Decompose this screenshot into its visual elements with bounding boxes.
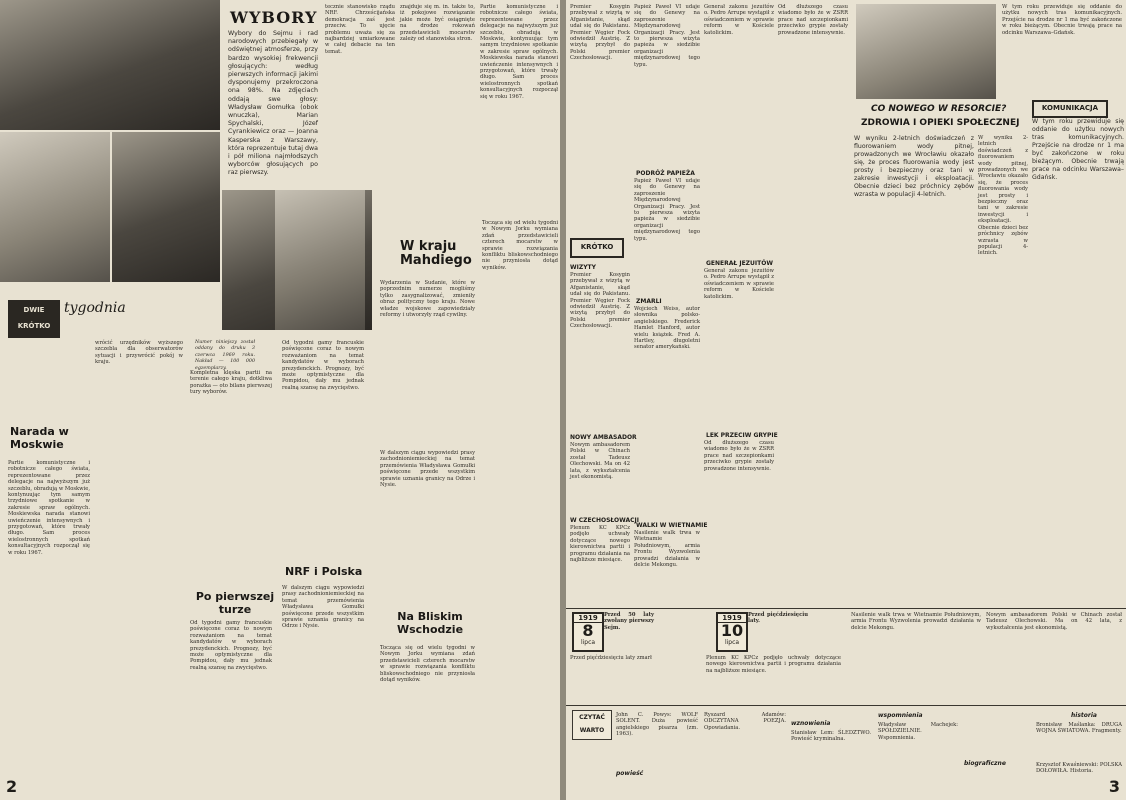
calendar-2 [716, 612, 748, 652]
po-pierwszej-title: Po pierwszej turze [195, 590, 275, 616]
nrf-polska-text: W dalszym ciągu wypowiedzi prasy zachodnioniemieckiej na temat przemówienia Władysława Gomułki poświęcone przede wszystkim sprawie uznania granicy na Odrze i Nysie. [282, 585, 364, 630]
wizyty-title: WIZYTY [570, 264, 596, 271]
calendar-1-day: 8 [582, 621, 594, 640]
czechoslowacja-text: Plenum KC KPCz podjęło uchwały dotyczące nowego kierownictwa partii i programu działania na najbliższe miesiące. [570, 525, 630, 564]
przed-laty-text: Przed pięćdziesięciu laty zmarł [570, 655, 652, 661]
calendar-2-year: 1919 [718, 614, 746, 623]
right-column-4: Od dłuższego czasu wiadomo było że w ZSRR prace nad szczepionkami przeciwko grypie zostały prowadzone intensywnie. [778, 4, 848, 36]
book-3: Stanisław Lem: ŚLEDZTWO. Powieść kryminalna. [791, 730, 871, 743]
czytac-warto-box: CZYTAĆ WARTO [572, 710, 612, 740]
section-divider [566, 608, 1126, 609]
narada-title: Narada w Moskwie [10, 425, 69, 451]
bottom-text-1: Plenum KC KPCz podjęło uchwały dotyczące nowego kierownictwa partii i programu działania na najbliższe miesiące. [706, 655, 841, 674]
calendar-1-note: Przed 50 laty zwołany pierwszy Sejm. [604, 612, 654, 631]
krotko-box: KRÓTKO [570, 238, 624, 258]
narada-text: Partie komunistyczne i robotnicze całego świata, reprezentowane przez delegacje na najwyższym już szczeblu, obradują w Moskwie, kontynuując tym samym trzydniowe spotkanie w zakresie spraw ogólnych. Moskiewska narada stanowi uwieńczenie intensywnych i przygotowań, które trwały długo. Sam proces wielostronnych spotkań konsultacyjnych rozpoczął się w roku 1967. [8, 460, 90, 556]
czechoslowacja-title: W CZECHOSŁOWACJI [570, 517, 640, 524]
podroz-papieza-text: Papież Paweł VI udaje się do Genewy na zaproszenie Międzynarodowej Organizacji Pracy. Jest to pierwsza wizyta papieża w siedzibie organizacji międzynarodowej tego typu. [634, 178, 700, 242]
walki-text: Nasilenie walk trwa w Wietnamie Południowym, armia Frontu Wyzwolenia prowadzi działania w delcie Mekongu. [634, 530, 700, 569]
wybory-title: WYBORY [230, 8, 318, 27]
ambasador-title: NOWY AMBASADOR [570, 434, 637, 441]
photo-young-voter [275, 190, 365, 330]
page-number-right: 3 [1108, 777, 1120, 796]
calendar-2-day: 10 [720, 621, 744, 640]
photo-politician [0, 132, 110, 282]
calendar-2-month: lipca [724, 639, 740, 646]
illustration-doctor [856, 4, 996, 99]
calendar-1-year: 1919 [574, 614, 602, 623]
calendar-1-month: lipca [580, 639, 596, 646]
column-text-8: Tocząca się od wielu tygodni w Nowym Jorku wymiana zdań przedstawicieli czterech mocarstw w sprawie rozwiązania konfliktu bliskowschodniego nie przyniosła dotąd wyników. [482, 220, 558, 271]
resorcie-text: W wyniku 2-letnich doświadczeń z fluorowaniem wody pitnej, prowadzonych we Wrocławiu okazało się, że proces fluorowania wody jest prosty i bezpieczny oraz tani w zakresie inwestycji i eksploatacji. Obecnie dzieci bez próchnicy zębów wzrasta w populacji 4-letnich. [854, 135, 974, 198]
book-6: Krzysztof Kwaśniewski: POLSKA DOŁOWIŁA. Historia. [1036, 762, 1122, 775]
bliski-wschod-text: Tocząca się od wielu tygodni w Nowym Jorku wymiana zdań przedstawicieli czterech mocarstw w sprawie rozwiązania konfliktu bliskowschodniego nie przyniosła dotąd wyników. [380, 645, 475, 684]
mahdiego-title: W kraju Mahdiego [400, 239, 472, 268]
column-text-3: Partie komunistyczne i robotnicze całego świata, reprezentowane przez delegacje na najwyższym już szczeblu, obradują w Moskwie, kontynuując tym samym trzydniowe spotkanie w zakresie spraw ogólnych. Moskiewska narada stanowi uwieńczenie intensywnych i przygotowań, które trwały długo. Sam proces wielostronnych spotkań konsultacyjnych rozpoczął się w roku 1967. [480, 4, 558, 100]
photo-gomulka-voting [0, 0, 220, 130]
right-column-1: Premier Kosygin przebywał z wizytą w Afganistanie, skąd udał się do Pakistanu. Premier Węgier Fock odwiedził Austrię. Z wizytą przybył do Polski premier Czechosłowacji. [570, 4, 630, 62]
komunikacja-text: W tym roku przewiduje się oddanie do użytku nowych tras komunikacyjnych. Przejście na drodze nr 1 ma być zakończone w roku bieżącym. Obecnie trwają prace na odcinku Warszawa–Gdańsk. [1032, 118, 1124, 181]
resorcie-title: CO NOWEGO W RESORCIE? [871, 104, 1007, 114]
left-page [0, 0, 560, 800]
column-text-2: znajduje się m. in. także to, iż pokojowe rozwiązanie jakie może być osiągnięte na drodze rokowań przedstawicieli mocarstw zależy od stanowiska stron. [400, 4, 475, 43]
powiesc-label: powieść [616, 770, 644, 777]
right-page [566, 0, 1126, 800]
po-pierwszej-text: Od tygodni gamy francuskie poświęcone coraz to nowym rozważaniom na temat kandydatów w wyborach prezydenckich. Prognozy, być może optymistyczne dla Pompidou, dały mu jednak realną szansę na zwycięstwo. [190, 620, 272, 671]
podroz-papieza-title: PODRÓŻ PAPIEŻA [636, 170, 695, 177]
right-column-6: W tym roku przewiduje się oddanie do użytku nowych tras komunikacyjnych. Przejście na drodze nr 1 ma być zakończone w roku bieżącym. Obecnie trwają prace na odcinku Warszawa–Gdańsk. [1002, 4, 1122, 36]
general-jezuitow-title: GENERAŁ JEZUITÓW [706, 260, 773, 267]
historia-label: historia [1071, 712, 1097, 719]
column-text-1: tecznie stanowisko rządu NRF. Chrześcijańska demokracja zaś jest przeciw. To ujęcie problemu uważa się za najbardziej umiarkowane w całej debacie na ten temat. [325, 4, 395, 55]
calendar-2-note: Przed pięćdziesięciu laty. [748, 612, 808, 625]
mahdiego-text: Wydarzenia w Sudanie, które w poprzednim numerze mogliśmy tylko zasygnalizować, zmieniły obraz polityczny tego kraju. Nowe władze wojskowe zapowiedziały reformy i utworzyły rząd cywilny. [380, 280, 475, 319]
wizyty-text: Premier Kosygin przebywał z wizytą w Afganistanie, skąd udał się do Pakistanu. Premier Węgier Fock odwiedził Austrię. Z wizytą przybył do Polski premier Czechosłowacji. [570, 272, 630, 330]
wznowienia-label: wznowienia [791, 720, 831, 727]
walki-title: WALKI W WIETNAMIE [636, 522, 708, 529]
zmarli-text: Wojciech Weiss, autor słownika polsko-angielskiego. Frederick Hamlet Hanford, autor wielu książek. Fred A. Hartley, długoletni senator amerykański. [634, 306, 700, 351]
general-jezuitow-text: Generał zakonu jezuitów o. Pedro Arrupe wystąpił z oświadczeniem w sprawie reform w Kościele katolickim. [704, 268, 774, 300]
right-column-3: Generał zakonu jezuitów o. Pedro Arrupe wystąpił z oświadczeniem w sprawie reform w Kościele katolickim. [704, 4, 774, 36]
lek-text: Od dłuższego czasu wiadomo było że w ZSRR prace nad szczepionkami przeciwko grypie zostały prowadzone intensywnie. [704, 440, 774, 472]
wybory-lead: Wybory do Sejmu i rad narodowych przebiegały w odświętnej atmosferze, przy bardzo wysokiej frekwencji głosujących: według pierwszych informacji jakimi dysponujemy przekroczona ona 98%. Na zdjęciach oddają swe głosy: Władysław Gomułka (obok wnuczka), Marian Spychalski, Józef Cyrankiewicz oraz — Joanna Kasperska z Warszawy, która reprezentuje tutaj dwa i pół miliona najmłodszych wyborców głosujących po raz pierwszy. [228, 30, 318, 177]
column-text-7: W dalszym ciągu wypowiedzi prasy zachodnioniemieckiej na temat przemówienia Władysława Gomułki poświęcone przede wszystkim sprawie uznania granicy na Odrze i Nysie. [380, 450, 475, 489]
book-4: Władysław Machejek: SPÓŁDZIELNIE. Wspomnienia. [878, 722, 958, 741]
book-5: Bronisław Maślanka: DRUGA WOJNA ŚWIATOWA. Fragmenty. [1036, 722, 1122, 735]
ambasador-text: Nowym ambasadorem Polski w Chinach został Tadeusz Olechowski. Ma on 42 lata, z wykształcenia jest ekonomistą. [570, 442, 630, 481]
column-text-5: Kompletna klęska partii na terenie całego kraju, dotkliwa porażka — oto bilans pierwszej tury wyborów. [190, 370, 272, 396]
book-1: John C. Powys: WOLF SOLENT. Duża powieść angielskiego pisarza (zm. 1963). [616, 712, 698, 738]
books-divider [566, 705, 1126, 706]
zmarli-title: ZMARLI [636, 298, 662, 305]
book-2: Ryszard Adamów: ODCZYTANA POEZJA. Opowiadania. [704, 712, 786, 731]
photo-voting-booth [112, 132, 220, 282]
right-column-2: Papież Paweł VI udaje się do Genewy na zaproszenie Międzynarodowej Organizacji Pracy. Jest to pierwsza wizyta papieża w siedzibie organizacji międzynarodowej tego typu. [634, 4, 700, 68]
nrf-polska-title: NRF i Polska [285, 565, 363, 578]
dwie-krotko-logo: DWIE KRÓTKO [8, 300, 60, 338]
calendar-1 [572, 612, 604, 652]
column-text-6: Od tygodni gamy francuskie poświęcone coraz to nowym rozważaniom na temat kandydatów w wyborach prezydenckich. Prognozy, być może optymistyczne dla Pompidou, dały mu jednak realną szansę na zwycięstwo. [282, 340, 364, 391]
column-text-4: wrócić urzędników wyższego szczebla dla obserwatorów sytuacji i przywrócić pokój w kraju. [95, 340, 183, 366]
photo-caption: Numer niniejszy został oddany do druku 3 czerwca 1969 roku. Nakład — 100 000 egzemplarzy. [195, 340, 255, 371]
bottom-text-2: Nasilenie walk trwa w Wietnamie Południowym, armia Frontu Wyzwolenia prowadzi działania w delcie Mekongu. [851, 612, 981, 631]
tygodnia-title: tygodnia [64, 300, 126, 316]
komunikacja-title: KOMUNIKACJA [1032, 100, 1108, 118]
biograficzne-label: biograficzne [964, 760, 1006, 767]
bottom-text-3: Nowym ambasadorem Polski w Chinach został Tadeusz Olechowski. Ma on 42 lata, z wykształcenia jest ekonomistą. [986, 612, 1122, 631]
page-number-left: 2 [6, 777, 18, 796]
bliski-wschod-title: Na Bliskim Wschodzie [396, 610, 464, 636]
lek-title: LEK PRZECIW GRYPIE [706, 432, 778, 439]
resorcie-subtitle: ZDROWIA I OPIEKI SPOŁECZNEJ [861, 118, 1020, 128]
wspomnienia-label: wspomnienia [878, 712, 923, 719]
right-column-5: W wyniku 2-letnich doświadczeń z fluorowaniem wody pitnej, prowadzonych we Wrocławiu okazało się, że proces fluorowania wody jest prosty i bezpieczny oraz tani w zakresie inwestycji i eksploatacji. Obecnie dzieci bez próchnicy zębów wzrasta w populacji 4-letnich. [978, 135, 1028, 257]
